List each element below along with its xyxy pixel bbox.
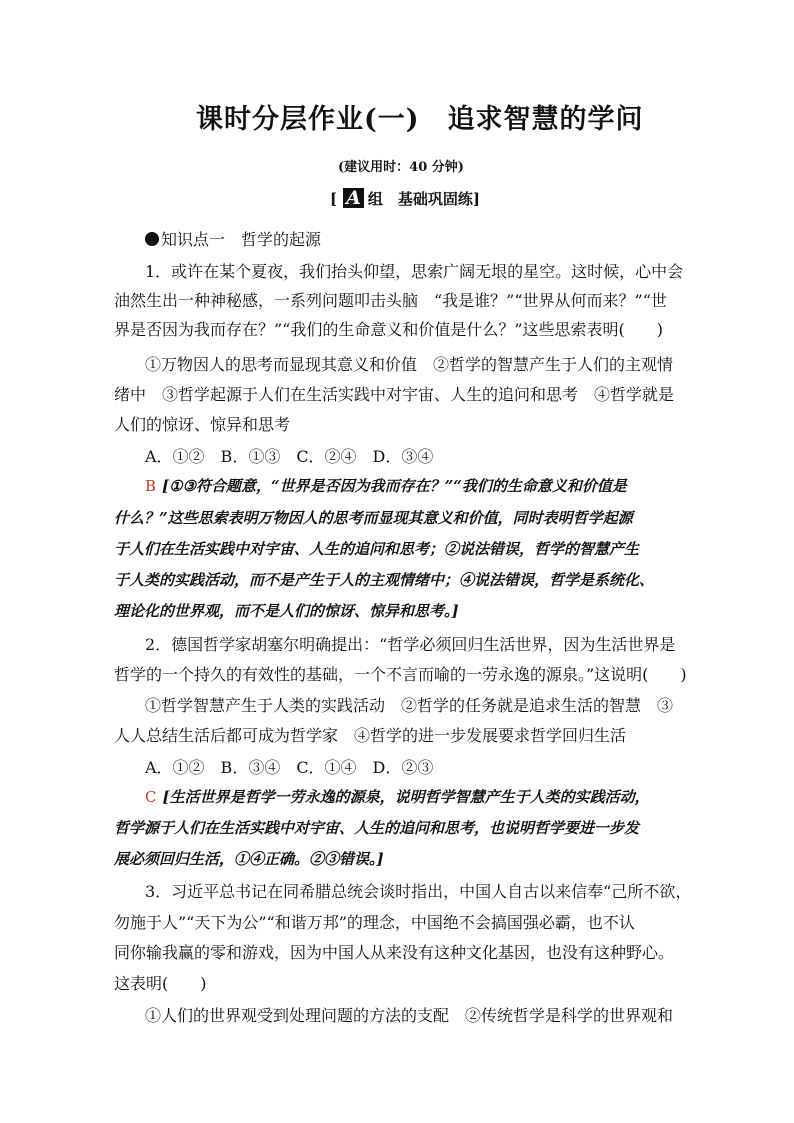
group-bracket-open: [ xyxy=(330,190,338,208)
q1-explanation-text: [①③符合题意，“世界是否因为我而存在？”“我们的生命意义和价值是 xyxy=(162,477,627,495)
q1-stem-line: 油然生出一种神秘感，一系列问题叩击头脑 “我是谁？”“世界从何而来？”“世 xyxy=(114,291,667,310)
q3-stem-line: 3．习近平总书记在同希腊总统会谈时指出，中国人自古以来信奉“己所不欲， xyxy=(145,882,692,901)
q1-stem-line: 界是否因为我而存在？”“我们的生命意义和价值是什么？”这些思索表明( ) xyxy=(114,320,664,339)
q2-option-line: ①哲学智慧产生于人类的实践活动 ②哲学的任务就是追求生活的智慧 ③ xyxy=(145,696,674,715)
q1-explanation-line xyxy=(145,475,627,496)
group-heading xyxy=(330,188,480,209)
title-main: 课时分层作业(一) xyxy=(196,104,420,135)
knowledge-point-label: 知识点一 哲学的起源 xyxy=(161,230,322,249)
group-a-badge: A xyxy=(343,188,364,208)
time-note: (建议用时：40 分钟) xyxy=(338,160,464,175)
q3-stem-line: 勿施于人”“天下为公”“和谐万邦”的理念，中国绝不会搞国强必霸，也不认 xyxy=(114,913,635,932)
q1-stem-line: 1．或许在某个夏夜，我们抬头仰望，思索广阔无垠的星空。这时候，心中会 xyxy=(145,262,684,281)
page-title xyxy=(196,97,644,136)
q2-stem-line: 哲学的一个持久的有效性的基础，一个不言而喻的一劳永逸的源泉。”这说明( ) xyxy=(114,665,687,684)
knowledge-point-heading xyxy=(145,227,321,250)
q1-option-line: 人们的惊讶、惊异和思考 xyxy=(114,415,291,434)
q1-explanation-line: 理论化的世界观，而不是人们的惊讶、惊异和思考。] xyxy=(114,602,459,620)
q2-explanation-text: [生活世界是哲学一劳永逸的源泉，说明哲学智慧产生于人类的实践活动， xyxy=(162,788,650,806)
q2-explanation-line: 哲学源于人们在生活实践中对宇宙、人生的追问和思考，也说明哲学要进一步发 xyxy=(114,819,640,837)
group-label: 组 基础巩固练 xyxy=(367,190,473,208)
bullet-circle-icon xyxy=(145,232,159,246)
q3-option-line: ①人们的世界观受到处理问题的方法的支配 ②传统哲学是科学的世界观和 xyxy=(145,1006,674,1025)
group-bracket-close: ] xyxy=(472,190,480,208)
q2-option-line: 人人总结生活后都可成为哲学家 ④哲学的进一步发展要求哲学回归生活 xyxy=(114,726,627,745)
q1-explanation-line: 于人类的实践活动，而不是产生于人的主观情绪中；④说法错误，哲学是系统化、 xyxy=(114,571,655,589)
q2-explanation-line xyxy=(145,786,650,807)
q1-explanation-line: 于人们在生活实践中对宇宙、人生的追问和思考；②说法错误，哲学的智慧产生 xyxy=(114,540,640,558)
q1-answer-letter: B xyxy=(145,477,157,495)
q1-option-line: ①万物因人的思考而显现其意义和价值 ②哲学的智慧产生于人们的主观情 xyxy=(145,355,674,374)
q2-choices: A．①② B．③④ C．①④ D．②③ xyxy=(145,758,434,777)
q1-option-line: 绪中 ③哲学起源于人们在生活实践中对宇宙、人生的追问和思考 ④哲学就是 xyxy=(114,385,675,404)
q1-choices: A．①② B．①③ C．②④ D．③④ xyxy=(145,447,434,466)
title-sub: 追求智慧的学问 xyxy=(447,104,644,135)
q2-answer-letter: C xyxy=(145,788,157,806)
q3-stem-line: 这表明( ) xyxy=(114,974,207,993)
q2-explanation-line: 展必须回归生活，①④正确。②③错误。] xyxy=(114,850,384,868)
q3-stem-line: 同你输我赢的零和游戏，因为中国人从来没有这种文化基因，也没有这种野心。 xyxy=(114,943,675,962)
q1-explanation-line: 什么？”这些思索表明万物因人的思考而显现其意义和价值，同时表明哲学起源 xyxy=(114,509,633,527)
q2-stem-line: 2．德国哲学家胡塞尔明确提出：“哲学必须回归生活世界，因为生活世界是 xyxy=(145,635,676,654)
